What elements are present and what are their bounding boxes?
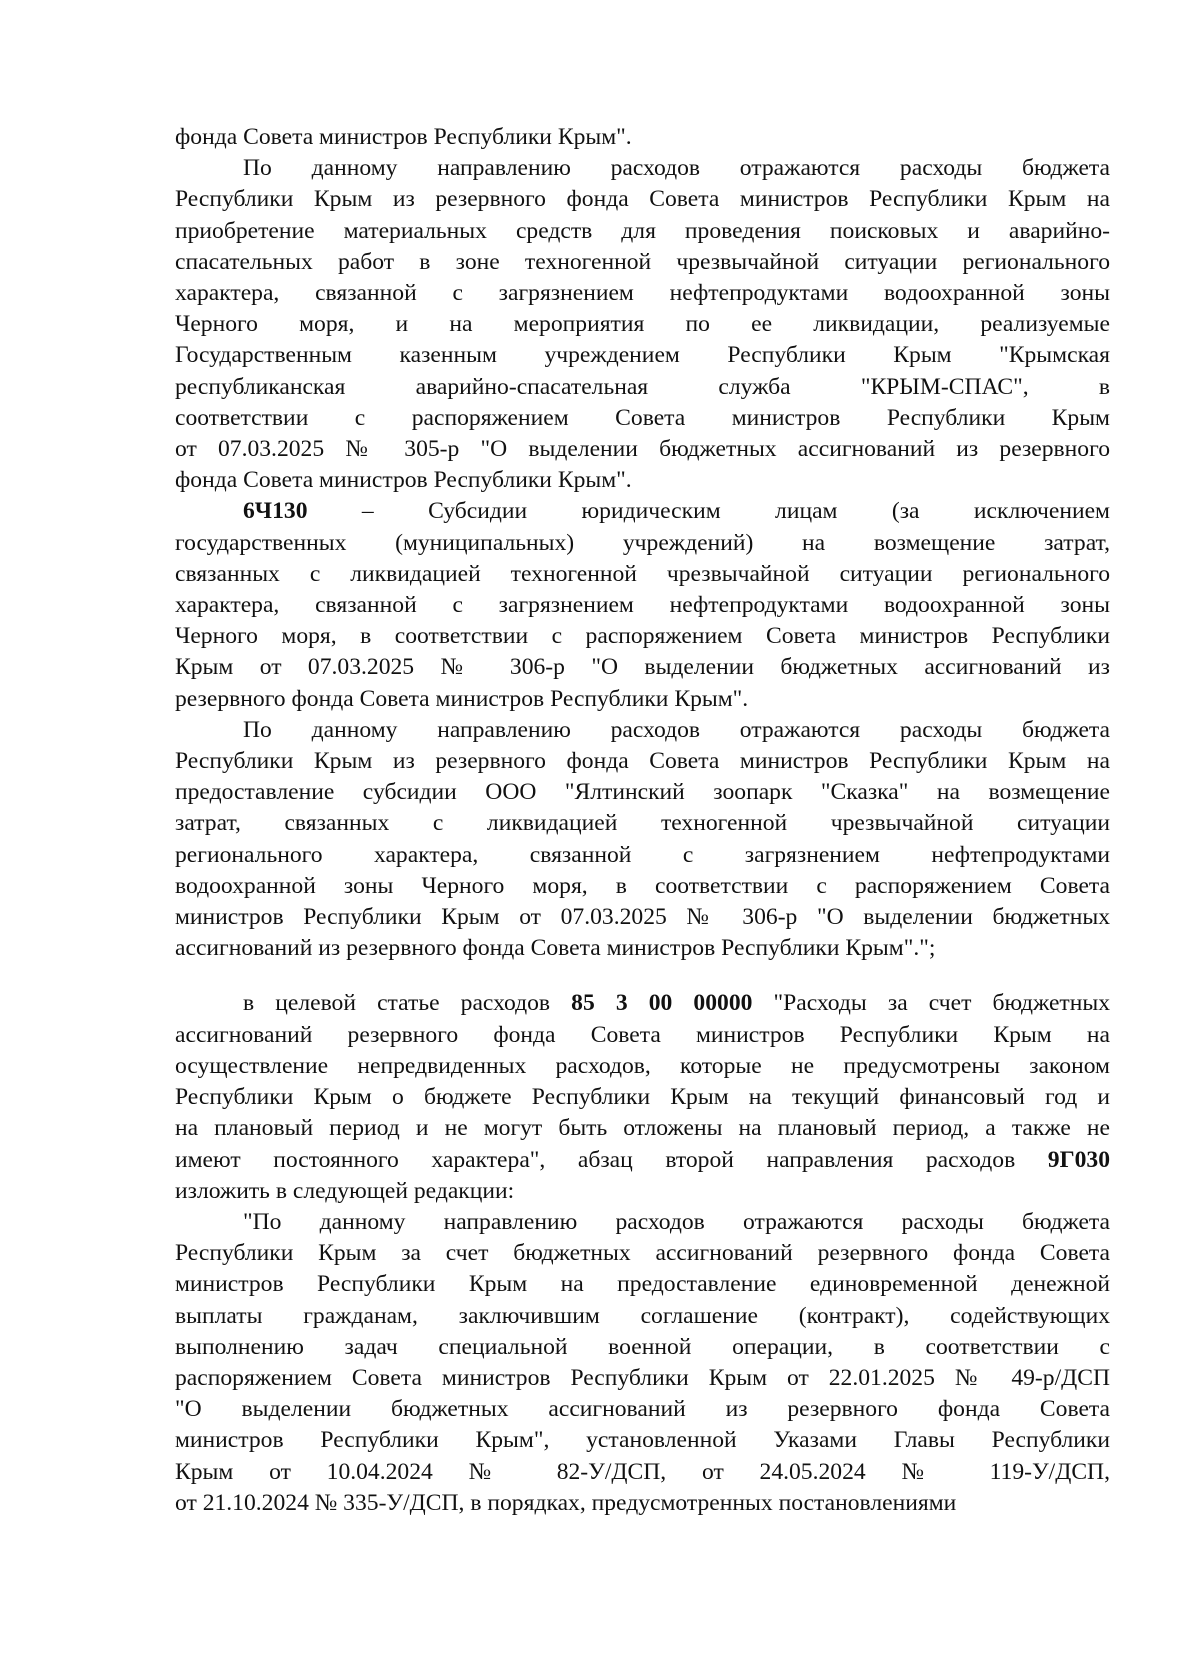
text-line (175, 840, 1110, 871)
text-line (175, 808, 1110, 839)
text-line (175, 278, 1110, 309)
text-segment: выполнению задач специальной военной операции, в соответствии с (175, 1333, 1110, 1360)
text-segment: фонда Совета министров Республики Крым". (175, 467, 632, 494)
text-segment: имеют постоянного характера", абзац второй направления расходов (175, 1146, 1048, 1173)
bold-code: 9Г030 (1047, 1146, 1110, 1173)
text-line (175, 1301, 1110, 1332)
bold-code: 85 3 00 00000 (571, 990, 753, 1017)
text-segment: – Субсидии юридическим лицам (за исключением (307, 498, 1110, 525)
text-segment: министров Республики Крым", установленной Указами Главы Республики (175, 1427, 1110, 1454)
text-line (175, 309, 1110, 340)
text-segment: ассигнований резервного фонда Совета министров Республики Крым на (175, 1021, 1110, 1048)
text-segment: ассигнований из резервного фонда Совета министров Республики Крым"."; (175, 935, 936, 962)
text-segment: приобретение материальных средств для проведения поисковых и аварийно- (175, 217, 1110, 244)
text-segment: выплаты гражданам, заключившим соглашение (контракт), содействующих (175, 1302, 1110, 1329)
text-line (175, 1176, 1110, 1207)
text-line (175, 684, 1110, 715)
text-segment: Крым от 10.04.2024 № 82-У/ДСП, от 24.05.2024 № 119-У/ДСП, (175, 1458, 1110, 1485)
text-line (175, 247, 1110, 278)
text-line (175, 746, 1110, 777)
text-segment: распоряжением Совета министров Республики Крым от 22.01.2025 № 49-р/ДСП (175, 1364, 1110, 1391)
text-line (175, 1394, 1110, 1425)
text-line (175, 122, 1110, 153)
text-line (175, 465, 1110, 496)
text-segment: Республики Крым за счет бюджетных ассигнований резервного фонда Совета (175, 1240, 1110, 1267)
text-segment: фонда Совета министров Республики Крым". (175, 124, 632, 150)
text-line (175, 1113, 1110, 1144)
text-line (175, 184, 1110, 215)
text-line (175, 372, 1110, 403)
text-line (175, 403, 1110, 434)
text-segment: Республики Крым о бюджете Республики Крым на текущий финансовый год и (175, 1084, 1110, 1111)
text-line (175, 559, 1110, 590)
text-segment: предоставление субсидии ООО "Ялтинский зоопарк "Сказка" на возмещение (175, 779, 1110, 806)
text-line (175, 652, 1110, 683)
text-segment: водоохранной зоны Черного моря, в соответствии с распоряжением Совета (175, 872, 1110, 899)
text-line (175, 1207, 1110, 1238)
text-segment: в целевой статье расходов (243, 990, 572, 1017)
text-line (175, 216, 1110, 247)
paragraph-gap (175, 964, 1110, 988)
text-segment: "Расходы за счет бюджетных (752, 990, 1110, 1017)
text-segment: на плановый период и не могут быть отложены на плановый период, а также не (175, 1115, 1110, 1142)
text-line (175, 340, 1110, 371)
text-segment: Государственным казенным учреждением Республики Крым "Крымская (175, 342, 1110, 369)
text-line (175, 528, 1110, 559)
text-segment: от 21.10.2024 № 335-У/ДСП, в порядках, предусмотренных постановлениями (175, 1489, 957, 1516)
text-line (175, 1238, 1110, 1269)
bold-code: 6Ч130 (243, 498, 308, 525)
text-line (175, 933, 1110, 964)
text-segment: характера, связанной с загрязнением нефтепродуктами водоохранной зоны (175, 280, 1110, 307)
text-segment: спасательных работ в зоне техногенной чрезвычайной ситуации регионального (175, 248, 1110, 275)
text-segment: Крым от 07.03.2025 № 306-р "О выделении бюджетных ассигнований из (175, 654, 1110, 681)
text-segment: По данному направлению расходов отражаются расходы бюджета (243, 716, 1110, 743)
text-line (175, 1269, 1110, 1300)
text-line (175, 153, 1110, 184)
text-segment: Республики Крым из резервного фонда Совета министров Республики Крым на (175, 748, 1110, 775)
text-segment: Черного моря, в соответствии с распоряжением Совета министров Республики (175, 623, 1110, 650)
text-segment: государственных (муниципальных) учреждений) на возмещение затрат, (175, 529, 1110, 556)
text-segment: соответствии с распоряжением Совета министров Республики Крым (175, 404, 1110, 431)
text-segment: министров Республики Крым на предоставление единовременной денежной (175, 1271, 1110, 1298)
text-line (175, 1082, 1110, 1113)
text-line (175, 871, 1110, 902)
text-segment: характера, связанной с загрязнением нефтепродуктами водоохранной зоны (175, 592, 1110, 619)
text-line (175, 1051, 1110, 1082)
text-line (175, 1363, 1110, 1394)
text-segment: Черного моря, и на мероприятия по ее ликвидации, реализуемые (175, 311, 1110, 338)
text-segment: По данному направлению расходов отражаются расходы бюджета (243, 155, 1110, 182)
text-segment: Республики Крым из резервного фонда Совета министров Республики Крым на (175, 186, 1110, 213)
text-line (175, 1145, 1110, 1176)
text-segment: "О выделении бюджетных ассигнований из резервного фонда Совета (175, 1396, 1110, 1423)
text-segment: республиканская аварийно-спасательная служба "КРЫМ-СПАС", в (175, 373, 1110, 400)
text-line (175, 1332, 1110, 1363)
text-segment: министров Республики Крым от 07.03.2025 № 306-р "О выделении бюджетных (175, 904, 1110, 931)
text-line (175, 715, 1110, 746)
text-line (175, 496, 1110, 527)
text-segment: от 07.03.2025 № 305-р "О выделении бюджетных ассигнований из резервного (175, 436, 1110, 463)
text-line (175, 1457, 1110, 1488)
text-line (175, 434, 1110, 465)
text-segment: "По данному направлению расходов отражаются расходы бюджета (243, 1208, 1110, 1235)
text-line (175, 777, 1110, 808)
text-segment: регионального характера, связанной с загрязнением нефтепродуктами (175, 841, 1110, 868)
text-segment: изложить в следующей редакции: (175, 1177, 515, 1204)
text-segment: затрат, связанных с ликвидацией техногенной чрезвычайной ситуации (175, 810, 1110, 837)
text-line (175, 621, 1110, 652)
text-line (175, 902, 1110, 933)
text-segment: резервного фонда Совета министров Республики Крым". (175, 685, 749, 712)
text-line (175, 1488, 1110, 1519)
text-line (175, 590, 1110, 621)
text-line (175, 1425, 1110, 1456)
text-segment: связанных с ликвидацией техногенной чрезвычайной ситуации регионального (175, 560, 1110, 587)
text-line (175, 988, 1110, 1019)
text-line (175, 1020, 1110, 1051)
text-segment: осуществление непредвиденных расходов, которые не предусмотрены законом (175, 1052, 1110, 1079)
